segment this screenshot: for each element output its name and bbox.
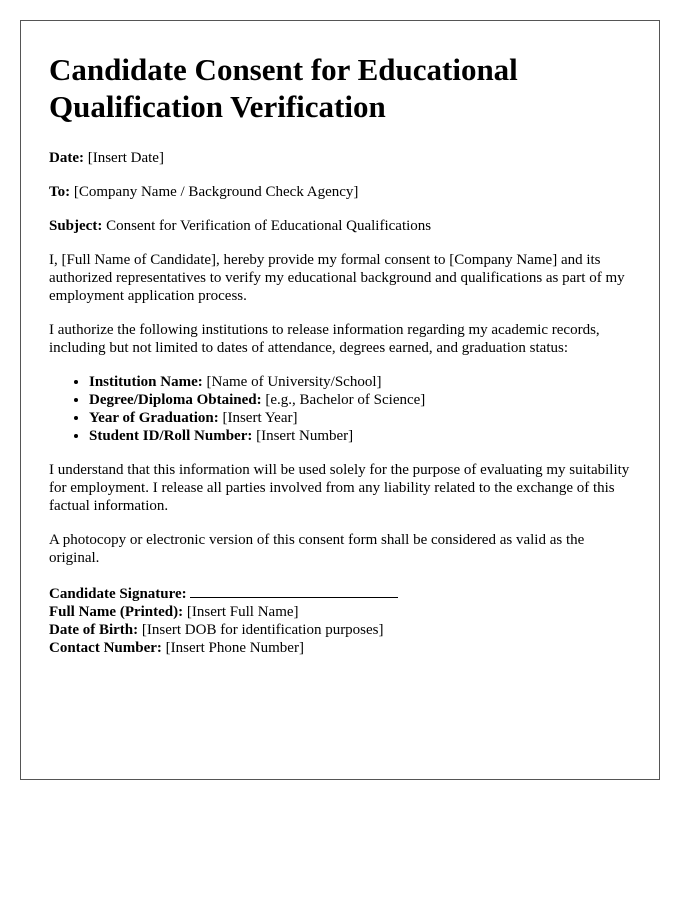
understand-paragraph: I understand that this information will be used solely for the purpose of evaluating my suitability for employment. I release all parties involved from any liability related to the exchange of this factual information. (49, 462, 630, 514)
document-frame (20, 20, 660, 780)
graduation-year-label: Year of Graduation: (89, 410, 219, 426)
subject-label: Subject: (49, 218, 103, 234)
dob-line (49, 621, 633, 639)
document-body (49, 51, 633, 657)
signature-blank-line (190, 583, 398, 598)
full-name-line (49, 603, 633, 621)
date-line (49, 149, 633, 167)
to-label: To: (49, 184, 71, 200)
institution-details-list (49, 373, 633, 445)
degree-value: [e.g., Bachelor of Science] (261, 392, 426, 408)
photocopy-paragraph: A photocopy or electronic version of this consent form shall be considered as valid as the original. (49, 532, 585, 566)
consent-paragraph: I, [Full Name of Candidate], hereby provide my formal consent to [Company Name] and its authorized representatives to verify my educational background and qualifications as part of my employment application process. (49, 252, 625, 304)
student-id-value: [Insert Number] (252, 428, 354, 444)
contact-label: Contact Number: (49, 640, 162, 656)
signature-block (49, 583, 633, 657)
list-item (89, 391, 633, 409)
to-value: [Company Name / Background Check Agency] (70, 184, 359, 200)
date-value: [Insert Date] (83, 150, 164, 166)
document-title: Candidate Consent for Educational Qualification Verification (49, 52, 518, 124)
dob-label: Date of Birth: (49, 622, 139, 638)
student-id-label: Student ID/Roll Number: (89, 428, 253, 444)
contact-value: [Insert Phone Number] (161, 640, 304, 656)
degree-label: Degree/Diploma Obtained: (89, 392, 262, 408)
to-line (49, 183, 633, 201)
list-item (89, 409, 633, 427)
institution-name-value: [Name of University/School] (202, 374, 382, 390)
dob-value: [Insert DOB for identification purposes] (138, 622, 384, 638)
signature-line (49, 583, 633, 603)
signature-label: Candidate Signature: (49, 586, 187, 602)
full-name-value: [Insert Full Name] (183, 604, 299, 620)
graduation-year-value: [Insert Year] (218, 410, 298, 426)
contact-line (49, 639, 633, 657)
list-item (89, 427, 633, 445)
subject-line (49, 217, 633, 235)
date-label: Date: (49, 150, 84, 166)
full-name-label: Full Name (Printed): (49, 604, 184, 620)
authorize-paragraph: I authorize the following institutions to release information regarding my academic records, including but not limited to dates of attendance, degrees earned, and graduation status: (49, 322, 600, 356)
list-item (89, 373, 633, 391)
subject-value: Consent for Verification of Educational Qualifications (102, 218, 432, 234)
institution-name-label: Institution Name: (89, 374, 203, 390)
